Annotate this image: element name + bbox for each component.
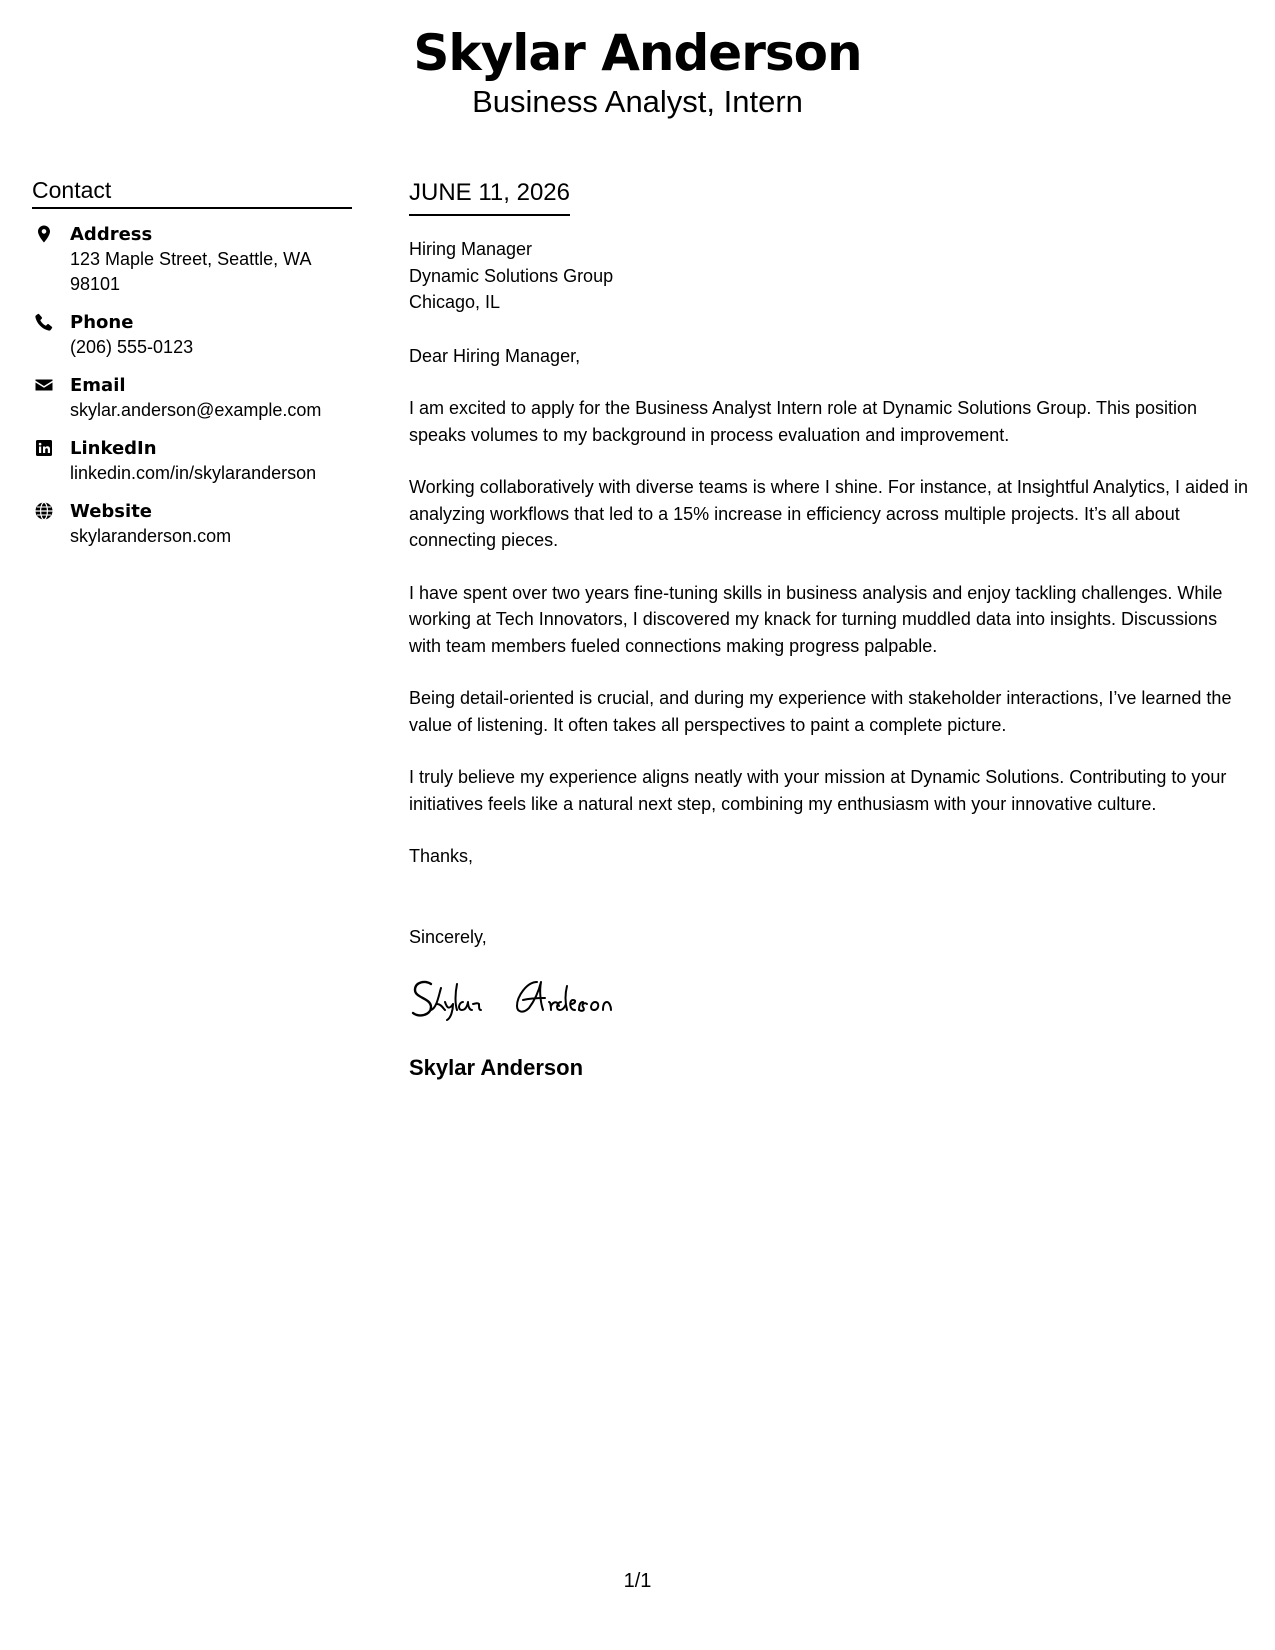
letter-body bbox=[409, 178, 1249, 1082]
body-paragraph: I am excited to apply for the Business Analyst Intern role at Dynamic Solutions Group. This position speaks volumes to my background in process evaluation and improvement. bbox=[409, 398, 1198, 445]
letter-header bbox=[0, 22, 1275, 120]
phone-icon bbox=[34, 312, 54, 332]
contact-value: (206) 555-0123 bbox=[70, 337, 194, 357]
contact-item-linkedin bbox=[32, 436, 352, 486]
contact-item-email bbox=[32, 373, 352, 423]
linkedin-icon bbox=[34, 438, 54, 458]
contact-label: LinkedIn bbox=[70, 438, 157, 459]
body-paragraph: Working collaboratively with diverse teams is where I shine. For instance, at Insightful Analytics, I aided in analyzing workflows that led to a 15% increase in efficiency across multiple projects. It’s all about connecting pieces. bbox=[409, 477, 1249, 550]
contact-value: 123 Maple Street, Seattle, WA 98101 bbox=[70, 249, 311, 294]
applicant-role: Business Analyst, Intern bbox=[472, 84, 803, 119]
recipient-title: Hiring Manager bbox=[409, 239, 533, 259]
location-pin-icon bbox=[34, 224, 54, 244]
contact-sidebar bbox=[32, 176, 352, 562]
contact-item-phone bbox=[32, 310, 352, 360]
page-number: 1/1 bbox=[623, 1570, 652, 1592]
contact-value: skylaranderson.com bbox=[70, 526, 232, 546]
applicant-name: Skylar Anderson bbox=[413, 24, 862, 82]
body-paragraph: I have spent over two years fine-tuning skills in business analysis and enjoy tackling challenges. While working at Tech Innovators, I discovered my knack for turning muddled data into insights. Discussions with team members fueled connections making progress palpable. bbox=[409, 582, 1223, 656]
signed-name: Skylar Anderson bbox=[409, 1055, 584, 1080]
salutation: Dear Hiring Manager, bbox=[409, 345, 581, 366]
contact-label: Email bbox=[70, 375, 126, 396]
contact-item-website bbox=[32, 499, 352, 549]
contact-label: Website bbox=[70, 501, 153, 522]
thanks-line: Thanks, bbox=[409, 846, 474, 866]
contact-label: Phone bbox=[70, 312, 134, 333]
contact-item-address bbox=[32, 222, 352, 297]
globe-icon bbox=[34, 501, 54, 521]
recipient-company: Dynamic Solutions Group bbox=[409, 265, 614, 286]
handwritten-signature bbox=[409, 974, 679, 1030]
contact-section-title: Contact bbox=[32, 176, 352, 209]
envelope-icon bbox=[34, 375, 54, 395]
recipient-block bbox=[409, 236, 1249, 316]
contact-label: Address bbox=[70, 224, 153, 245]
body-paragraph: Being detail-oriented is crucial, and during my experience with stakeholder interactions, I’ve learned the value of listening. It often takes all perspectives to paint a complete picture. bbox=[409, 688, 1232, 735]
body-paragraph: I truly believe my experience aligns neatly with your mission at Dynamic Solutions. Contributing to your initiatives feels like a natural next step, combining my enthusiasm with your innovative culture. bbox=[409, 767, 1227, 814]
closing-line: Sincerely, bbox=[409, 926, 487, 947]
recipient-location: Chicago, IL bbox=[409, 292, 501, 312]
contact-value: linkedin.com/in/skylaranderson bbox=[70, 463, 317, 483]
contact-value: skylar.anderson@example.com bbox=[70, 400, 322, 420]
letter-date: JUNE 11, 2026 bbox=[409, 178, 570, 216]
